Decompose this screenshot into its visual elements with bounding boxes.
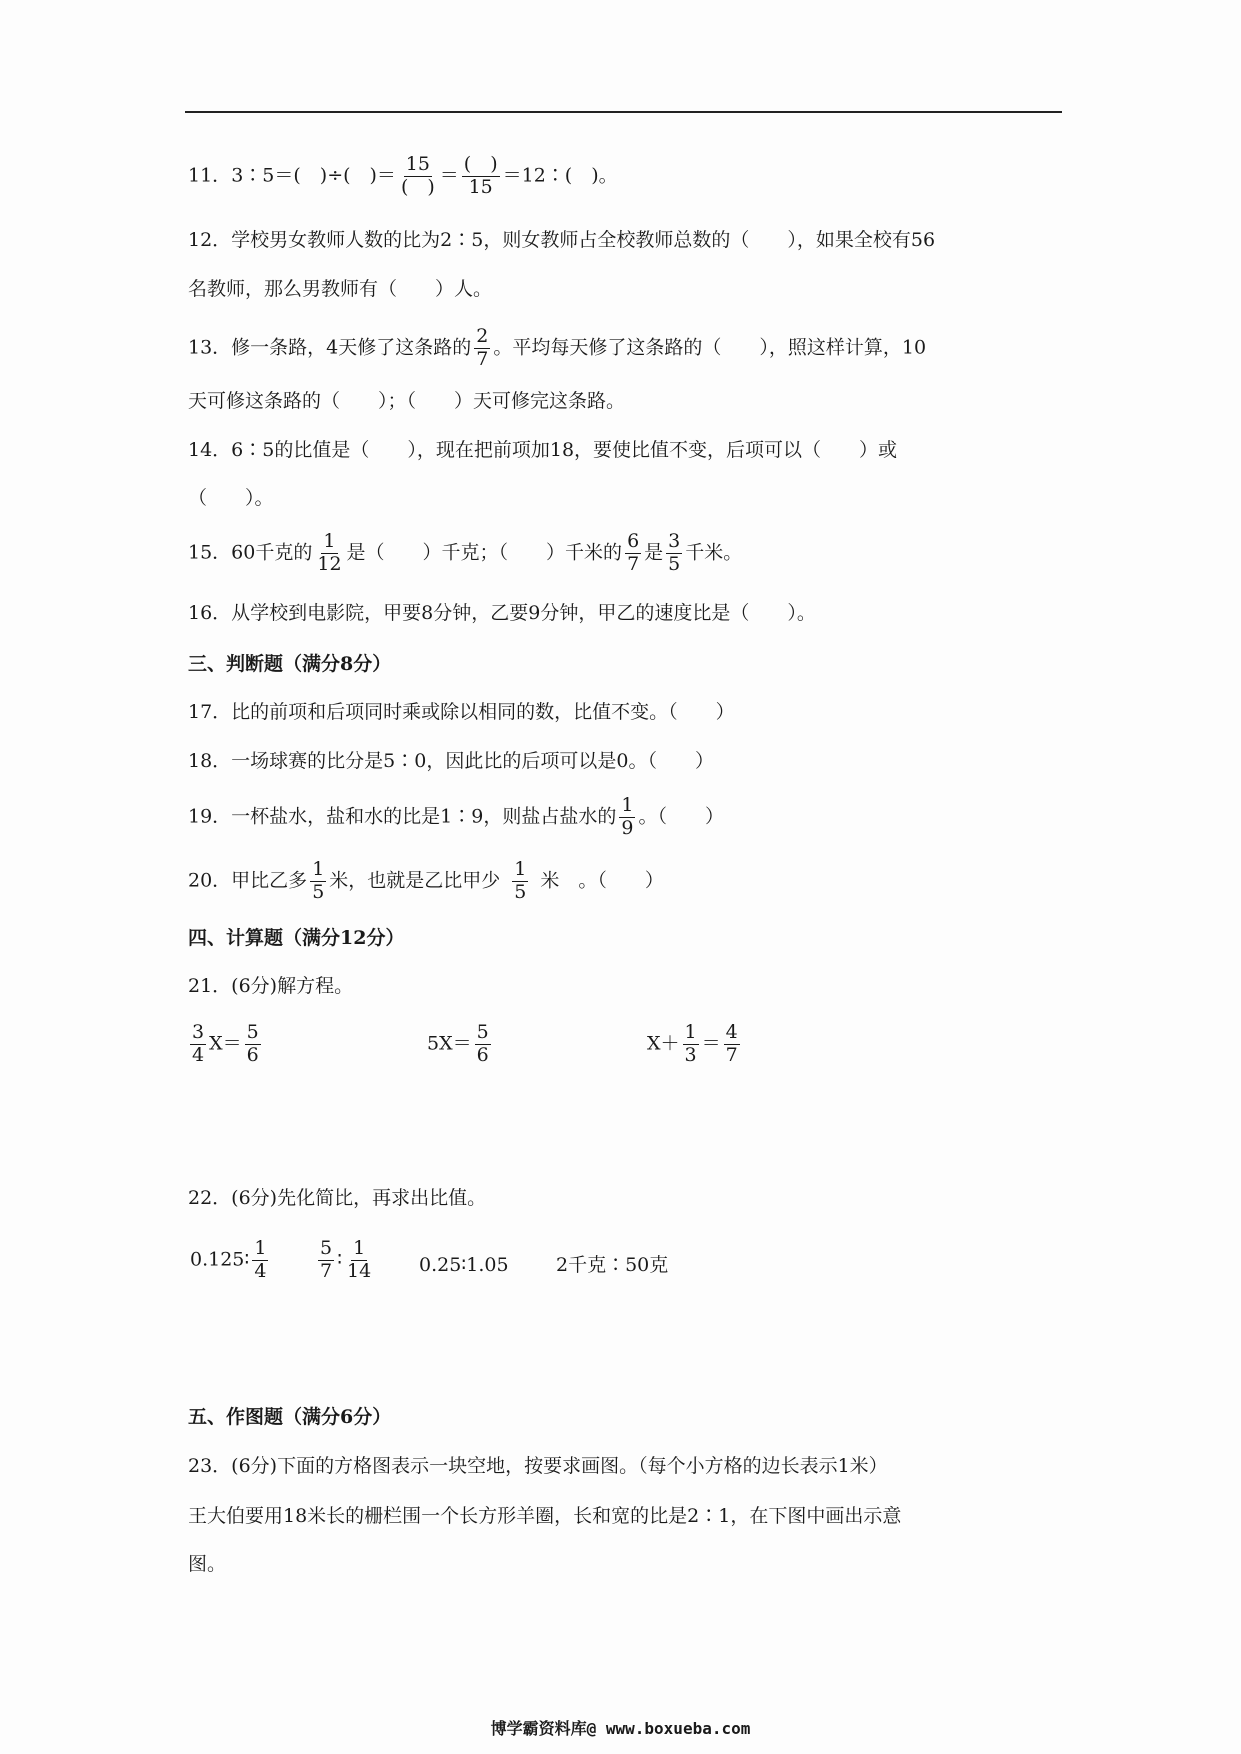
- question-23-line-3: 图。: [188, 1553, 227, 1575]
- q21-eq3-rhs-den: 7: [725, 1043, 738, 1066]
- q21-eq1-rhs-den: 6: [246, 1043, 259, 1066]
- question-14-line-1: 14．6∶5的比值是（ ），现在把前项加18，要使比值不变，后项可以（ ）或: [188, 439, 898, 461]
- q22-e2-sep: ∶: [337, 1248, 343, 1271]
- q21-eq3-addend: [683, 1023, 699, 1066]
- q15-f2-num: 6: [627, 530, 640, 552]
- q19-pre: 19．一杯盐水，盐和水的比是1∶9，则盐占盐水的: [188, 805, 617, 828]
- q22-e2-a-num: 5: [320, 1237, 333, 1259]
- q11-fraction-1: [399, 155, 437, 198]
- q13-post: 。平均每天修了这条路的（ ），照这样计算，10: [493, 336, 927, 359]
- question-17: 17．比的前项和后项同时乘或除以相同的数，比值不变。（ ）: [188, 701, 735, 723]
- q22-e2-fraction-a: [318, 1239, 334, 1282]
- section-4-title: 四、计算题（满分12分）: [188, 927, 405, 949]
- q20-f1-den: 5: [312, 880, 325, 903]
- question-12-line-2: 名教师，那么男教师有（ ）人。: [188, 278, 493, 300]
- q15-fraction-1: [315, 532, 343, 575]
- question-20: [188, 860, 664, 903]
- q13-f-den: 7: [476, 347, 489, 370]
- q19-f-num: 1: [621, 794, 634, 816]
- q22-e1-pre: 0.125∶: [190, 1248, 250, 1271]
- q21-eq1-coef-num: 3: [192, 1021, 205, 1043]
- q21-eq2-rhs-num: 5: [476, 1021, 489, 1043]
- q21-eq1-coef: [190, 1023, 206, 1066]
- q15-f2-den: 7: [627, 552, 640, 575]
- q15-f1-den: 12: [317, 552, 342, 575]
- q22-expression-1: [190, 1239, 271, 1282]
- question-13-line-2: 天可修这条路的（ ）；（ ）天可修完这条路。: [188, 390, 626, 412]
- q22-e1-fraction: [252, 1239, 268, 1282]
- q22-e1-num: 1: [254, 1237, 267, 1259]
- q22-expression-3: 0.25∶1.05: [419, 1254, 509, 1276]
- q11-f1-num: 15: [405, 153, 430, 175]
- q21-equation-2: [427, 1023, 494, 1066]
- q21-eq3-mid: ＝: [701, 1032, 721, 1055]
- q21-eq3-pre: X＋: [647, 1032, 680, 1055]
- q13-fraction: [474, 327, 490, 370]
- q21-eq3-rhs-num: 4: [725, 1021, 738, 1043]
- question-18: 18．一场球赛的比分是5∶0，因此比的后项可以是0。（ ）: [188, 750, 714, 772]
- q15-f1-num: 1: [323, 530, 336, 552]
- q21-equation-1: [190, 1023, 264, 1066]
- question-13-line-1: [188, 327, 926, 370]
- q15-mid2: 是: [644, 541, 664, 564]
- question-22-title: 22．(6分)先化简比，再求出比值。: [188, 1187, 487, 1209]
- q20-post: 米 。（ ）: [540, 869, 664, 892]
- section-5-title: 五、作图题（满分6分）: [188, 1406, 392, 1428]
- q15-mid: 是（ ）千克；（ ）千米的: [346, 541, 623, 564]
- q15-f3-num: 3: [668, 530, 681, 552]
- q21-eq3-rhs: [724, 1023, 740, 1066]
- q21-eq1-rhs-num: 5: [246, 1021, 259, 1043]
- q15-fraction-3: [666, 532, 682, 575]
- q22-e2-a-den: 7: [320, 1259, 333, 1282]
- q15-fraction-2: [625, 532, 641, 575]
- q21-eq1-mid: X＝: [209, 1032, 242, 1055]
- question-11: [188, 155, 618, 198]
- q11-fraction-2: [462, 155, 500, 198]
- q20-f2-den: 5: [514, 880, 527, 903]
- q20-f1-num: 1: [312, 858, 325, 880]
- q21-eq1-coef-den: 4: [192, 1043, 205, 1066]
- question-23-line-2: 王大伯要用18米长的栅栏围一个长方形羊圈，长和宽的比是2∶1，在下图中画出示意: [188, 1505, 902, 1527]
- q19-post: 。（ ）: [638, 805, 724, 828]
- q21-eq3-addend-num: 1: [684, 1021, 697, 1043]
- q15-pre: 15．60千克的: [188, 541, 313, 564]
- question-14-line-2: （ ）。: [188, 487, 274, 509]
- q20-mid: 米，也就是乙比甲少: [329, 869, 501, 892]
- q20-f2-num: 1: [514, 858, 527, 880]
- q11-f2-den: 15: [468, 175, 493, 198]
- q20-fraction-2: [512, 860, 528, 903]
- q11-eq: ＝: [439, 164, 459, 187]
- q21-eq2-rhs: [475, 1023, 491, 1066]
- q20-pre: 20．甲比乙多: [188, 869, 308, 892]
- q11-lhs: 3∶5＝( )÷( )＝: [231, 164, 396, 187]
- q11-label: 11．: [188, 164, 232, 187]
- q13-pre: 13．修一条路，4天修了这条路的: [188, 336, 472, 359]
- question-15: [188, 532, 742, 575]
- header-rule: [185, 111, 1062, 113]
- q22-e2-b-num: 1: [353, 1237, 366, 1259]
- question-16: 16．从学校到电影院，甲要8分钟，乙要9分钟，甲乙的速度比是（ ）。: [188, 602, 816, 624]
- footer-watermark: 博学霸资料库@ www.boxueba.com: [490, 1719, 751, 1738]
- q13-f-num: 2: [476, 325, 489, 347]
- q20-fraction-1: [310, 860, 326, 903]
- q19-fraction: [619, 796, 635, 839]
- q15-post: 千米。: [685, 541, 743, 564]
- q22-e2-b-den: 14: [347, 1259, 372, 1282]
- q22-e1-den: 4: [254, 1259, 267, 1282]
- q15-f3-den: 5: [668, 552, 681, 575]
- q21-eq1-rhs: [245, 1023, 261, 1066]
- q22-expression-2: [318, 1239, 376, 1282]
- question-21-title: 21．(6分)解方程。: [188, 975, 354, 997]
- question-19: [188, 796, 724, 839]
- question-23-line-1: 23．(6分)下面的方格图表示一块空地，按要求画图。（每个小方格的边长表示1米）: [188, 1455, 888, 1477]
- q11-f1-den: ( ): [400, 175, 435, 198]
- q21-equation-3: [647, 1023, 743, 1066]
- q19-f-den: 9: [621, 816, 634, 839]
- q22-e2-fraction-b: [345, 1239, 373, 1282]
- q21-eq3-addend-den: 3: [684, 1043, 697, 1066]
- q11-rhs: ＝12∶( )。: [502, 164, 618, 187]
- q11-f2-num: ( ): [463, 153, 498, 175]
- q22-expression-4: 2千克∶50克: [556, 1254, 669, 1276]
- q21-eq2-pre: 5X＝: [427, 1032, 472, 1055]
- q21-eq2-rhs-den: 6: [476, 1043, 489, 1066]
- question-12-line-1: 12．学校男女教师人数的比为2∶5，则女教师占全校教师总数的（ ），如果全校有56: [188, 229, 936, 251]
- section-3-title: 三、判断题（满分8分）: [188, 653, 392, 675]
